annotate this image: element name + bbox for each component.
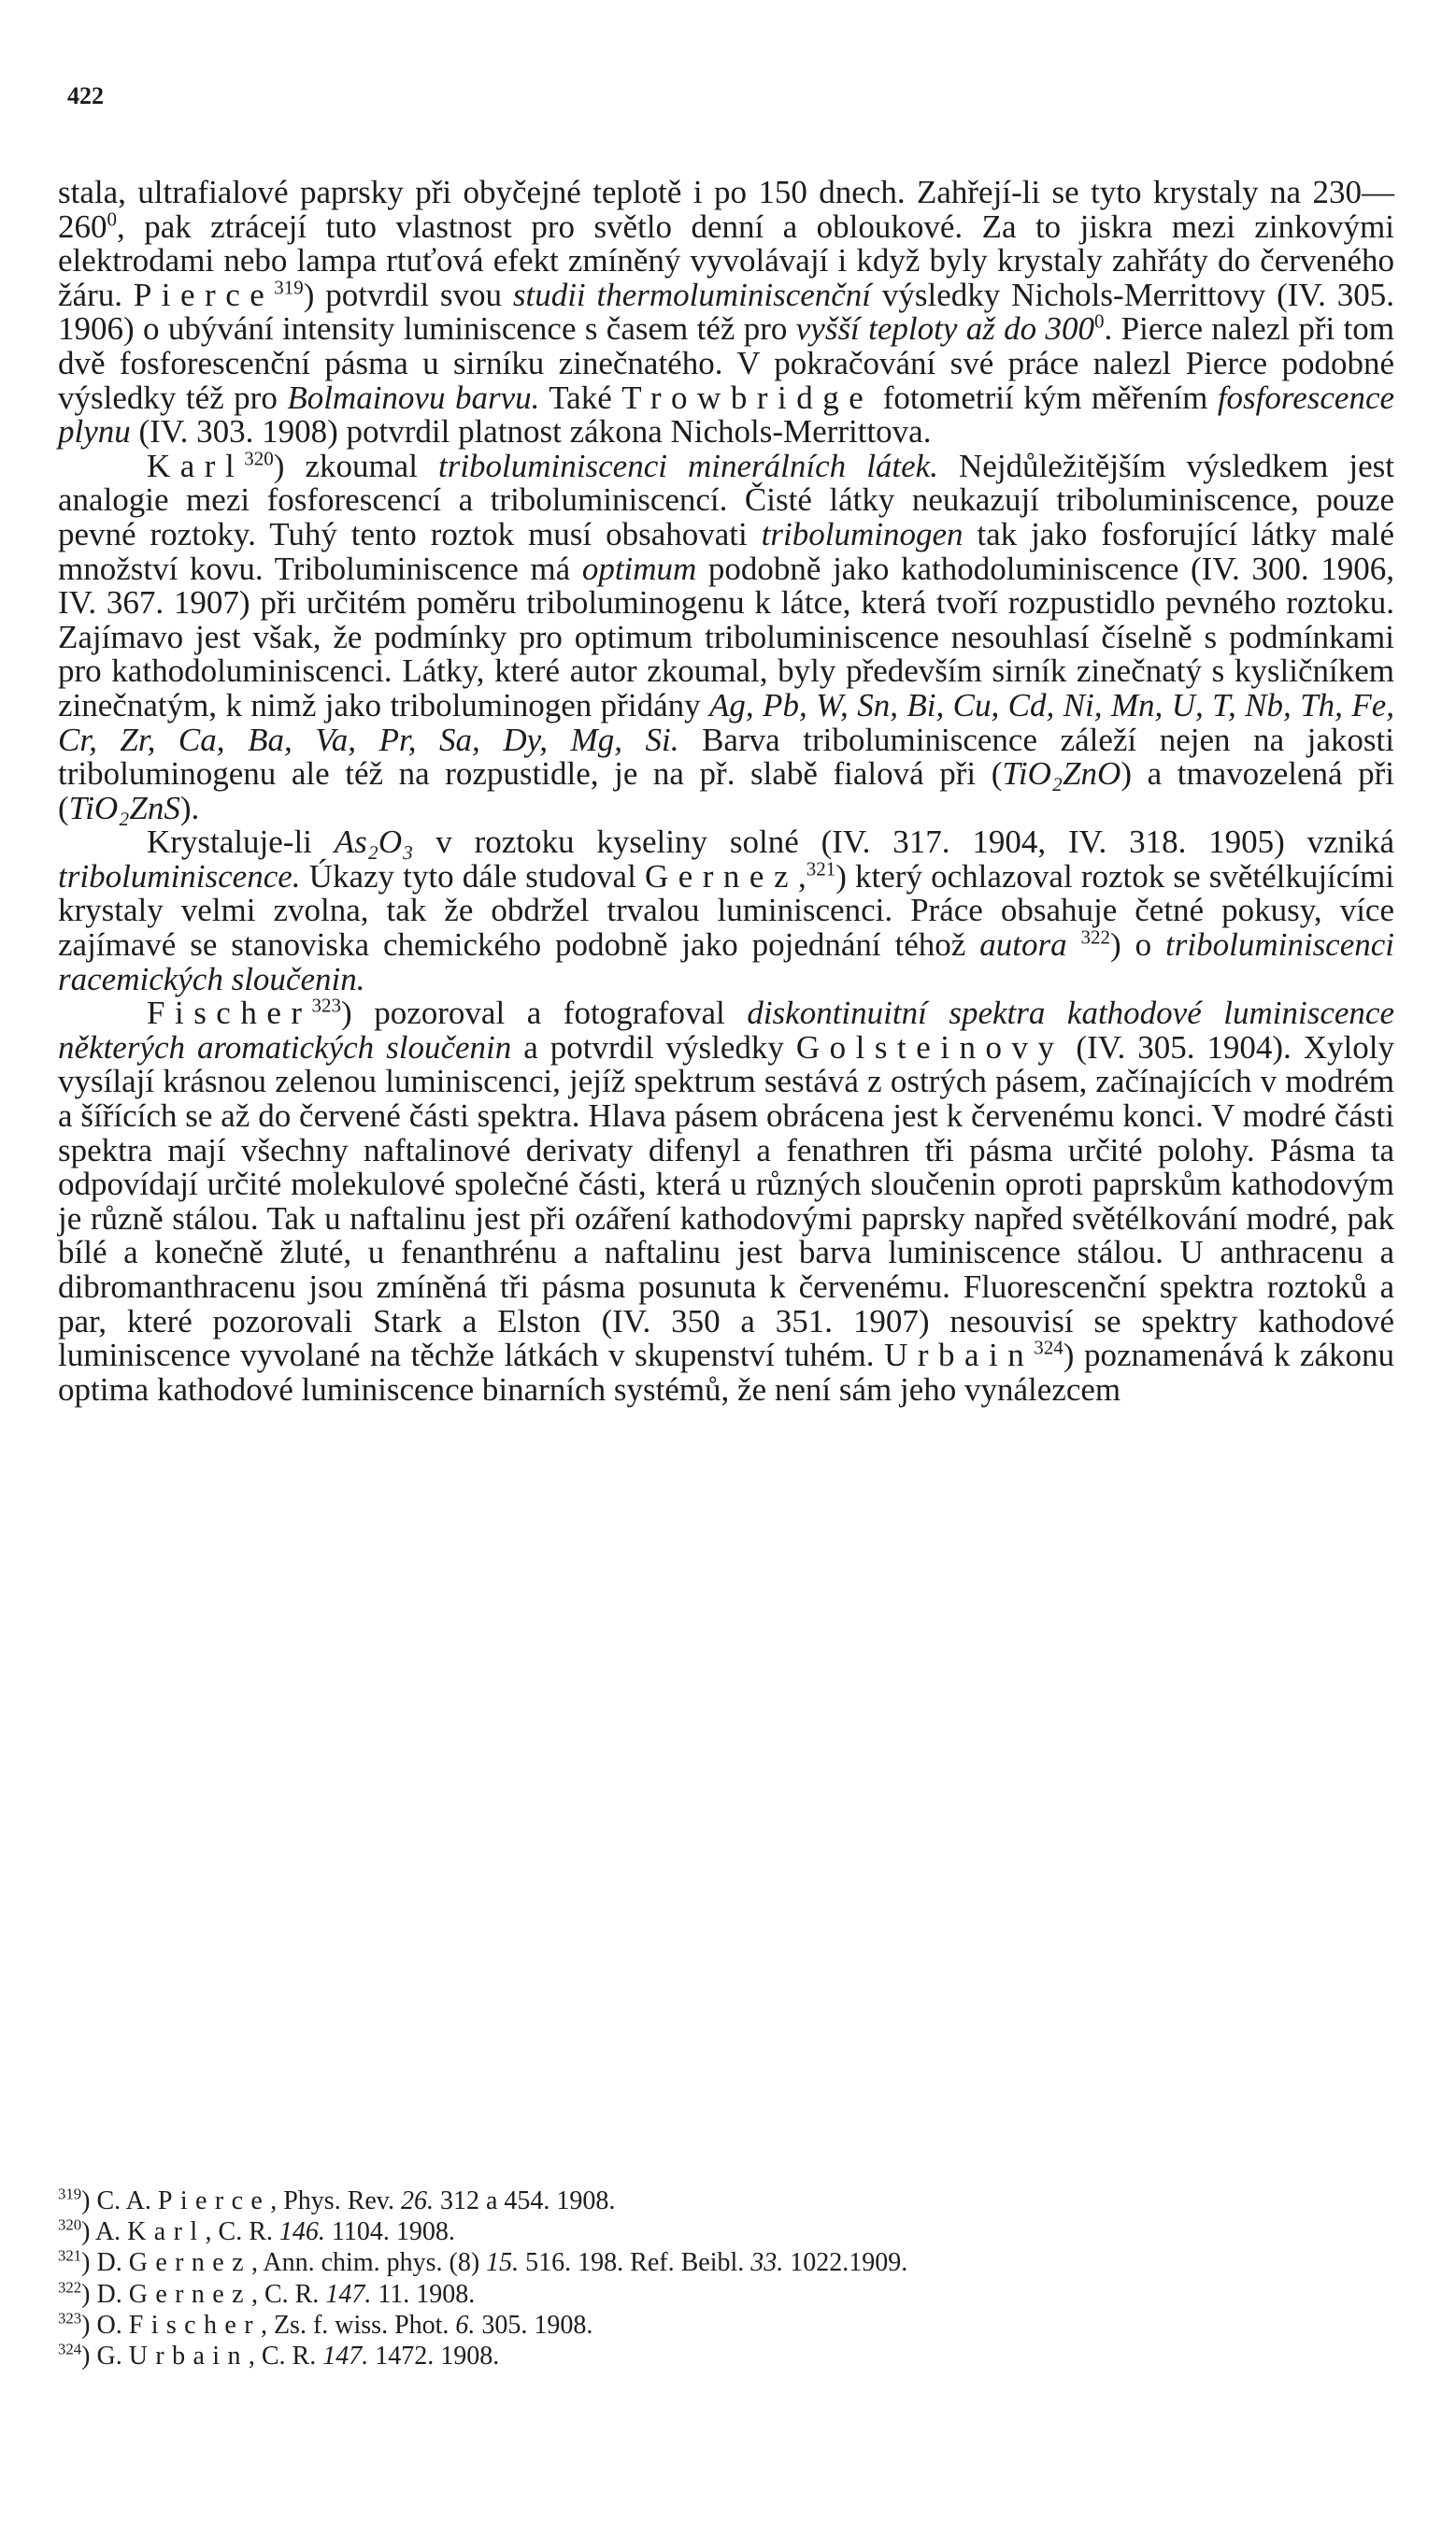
text-run: ). [179,789,200,826]
text-run: 1022.1909. [783,2248,908,2278]
text-run: 305. 1908. [475,2310,593,2340]
italic-text: autora [979,926,1067,964]
spaced-name: Karl [147,447,245,484]
paragraph [58,447,1394,826]
footnote-number: 319 [58,2185,82,2203]
italic-text: 6. [455,2310,476,2340]
text-run: ) potvrdil svou [303,276,513,313]
spaced-name: Urbain [884,1337,1035,1374]
text-run: 516. 198. Ref. Beibl. [519,2248,751,2278]
footnote [58,2310,1394,2341]
superscript: 320 [244,447,274,470]
text-run: a potvrdil výsledky [511,1028,796,1066]
text-run: ) O. [81,2310,129,2340]
italic-text: vyšší teploty až do 300 [795,310,1095,348]
spaced-name: Karl [127,2217,206,2247]
text-run: . Pierce nalezl při tom dvě fosforescenční pásma u sirníku zinečnatého. V pokračování své práce nalezl Pierce podobné výsledky též pro [58,310,1394,416]
footnote [58,2216,1394,2247]
text-run: , C. R. [248,2342,323,2372]
text-run: fotometrií kým měřením [873,379,1218,416]
text-run: Úkazy tyto dále studoval [300,857,645,895]
text-run: 11. 1908. [371,2279,476,2309]
text-run: podobně jako kathodoluminiscence (IV. 300. 1906, IV. 367. 1907) při určitém poměru triboluminogenu k látce, která tvoří rozpustidlo pevného roztoku. Zajímavo jest však, že podmínky pro optimum triboluminiscence nesouhlasí číselně s podmínkami pro kathodoluminiscenci. Látky, které autor zkoumal, byly především sirník zinečnatý s kysličníkem zinečnatým, k nimž jako triboluminogen přidány [58,550,1394,724]
text-run: , Ann. chim. phys. (8) [250,2248,487,2278]
footnote-number: 321 [58,2247,82,2266]
footnote-number: 320 [58,2215,82,2234]
text-run: ) o [1110,926,1166,964]
superscript: 323 [311,994,342,1017]
text-run: ) D. [81,2248,129,2278]
superscript: 0 [107,207,117,230]
spaced-name: Gernez [644,857,798,895]
italic-text: TiO₂ZnO [1002,755,1121,793]
text-run: ) G. [81,2342,129,2372]
paragraph [58,996,1394,1407]
text-run: (IV. 303. 1908) potvrdil platnost zákona Nichols-Merrittova. [130,413,932,451]
text-run: Nejdůležitějším výsledkem jest analogie mezi fosforescencí a triboluminiscencí. Čisté látky neukazují triboluminiscence, pouze pevné roztoky. Tuhý tento roztok musí obsahovati [58,447,1394,552]
text-run: , [798,857,807,895]
italic-text: 147. [322,2342,369,2372]
spaced-name: Urbain [128,2342,249,2372]
text-run: , pak ztrácejí tuto vlastnost pro světlo denní a obloukové. Za to jiskra mezi zinkovými elektrodami nebo lampa rtuťová efekt zmíněný vyvolávají i když byly krystaly zahřáty do červeného žáru. [58,208,1394,313]
italic-text: diskontinuitní spektra kathodové luminiscence některých aromatických sloučenin [58,995,1394,1066]
text-run: , C. R. [205,2217,279,2247]
spaced-name: Pierce [157,2186,271,2215]
italic-text: fosforescence plynu [58,379,1395,451]
italic-text: optimum [581,550,697,587]
footnote [58,2247,1394,2278]
italic-text: Bolmainovu barvu. [287,379,540,416]
text-run: ) A. [81,2217,128,2247]
italic-text: triboluminogen [761,515,964,552]
superscript: 324 [1034,1336,1063,1359]
spaced-name: Trowbridge [621,379,874,416]
footnote-number: 322 [58,2278,82,2297]
spaced-name: Fischer [147,995,312,1032]
text-run: ) a tmavozelená při ( [58,755,1394,826]
italic-text: Ag, Pb, W, Sn, Bi, Cu, Cd, Ni, Mn, U, T, Nb, Th, Fe, Cr, Zr, Ca, Ba, Va, Pr, Sa, Dy, Mg, Si. [58,686,1394,758]
spaced-name: Gernez [128,2279,251,2309]
text-run: , Zs. f. wiss. Phot. [260,2310,456,2340]
footnote [58,2341,1394,2372]
text-run: stala, ultrafialové paprsky při obyčejné teplotě i po 150 dnech. Zahřejí-li se tyto krystaly na 230—260 [58,174,1394,245]
text-run: (IV. 305. 1904). Xyloly vysílají krásnou zelenou luminiscenci, jejíž spektrum sestává z ostrých pásem, začínajících v modrém a šířících se až do červené části spektra. Hlava pásem obrácena jest k červenému konci. V modré části spektra mají všechny naftalinové derivaty difenyl a fenathren tři pásma určité polohy. Pásma ta odpovídají určité molekulové společné části, která u různých sloučenin oproti paprskům kathodovým je různě stálou. Tak u naftalinu jest při ozáření kathodovými paprsky napřed světélkování modré, pak bílé a konečně žluté, u fenanthrénu a naftalinu jest barva luminiscence stálou. U anthracenu a dibromanthracenu jsou zmíněná tři pásma posunuta k červenému. Fluorescenční spektra roztoků a par, které pozorovali Stark a Elston (IV. 350 a 351. 1907) nesouvisí se spektry kathodové luminiscence vyvolané na těchže látkách v skupenství tuhém. [58,1028,1394,1374]
text-run: , C. R. [250,2279,326,2309]
text-run: 1104. 1908. [324,2217,455,2247]
superscript: 0 [1094,309,1105,333]
footnote [58,2279,1394,2310]
italic-text: TiO₂ZnS [68,789,180,826]
italic-text: triboluminiscence. [58,857,301,895]
text-run: 1472. 1908. [368,2342,500,2372]
text-run: , Phys. Rev. [270,2186,401,2215]
footnote-number: 323 [58,2309,82,2328]
superscript: 319 [274,276,304,299]
body-text [58,176,1394,1407]
text-run: Krystaluje-li [147,824,335,861]
italic-text: 147. [325,2279,372,2309]
text-run: ) D. [81,2279,129,2309]
page-number: 422 [67,82,104,109]
italic-text: 26. [400,2186,434,2215]
italic-text: As₂O₃ [334,824,414,861]
text-run: ) poznamenává k zákonu optima kathodové luminiscence binarních systémů, že není sám jeho vynálezcem [58,1337,1395,1408]
italic-text: 146. [278,2217,325,2247]
text-run: ) zkoumal [273,447,438,484]
italic-text: 15. [486,2248,520,2278]
superscript: 322 [1080,925,1111,949]
paragraph [58,825,1394,996]
spaced-name: Fischer [128,2310,261,2340]
spaced-name: Pierce [133,276,275,313]
spaced-name: Gernez [128,2248,251,2278]
text-run: 312 a 454. 1908. [433,2186,616,2215]
superscript: 321 [806,857,836,881]
text-run: ) pozoroval a fotografoval [341,995,748,1032]
italic-text: triboluminiscenci racemických sloučenin. [58,926,1395,997]
italic-text: 33. [750,2248,784,2278]
italic-text: studii thermoluminiscenční [512,276,872,313]
text-run [1067,926,1081,963]
text-run: tak jako fosforující látky malé množství kovu. Triboluminiscence má [58,515,1394,587]
text-run: výsledky Nichols-Merrittovy (IV. 305. 1906) o ubývání intensity luminiscence s časem též pro [58,276,1394,348]
italic-text: triboluminiscenci minerálních látek. [437,447,938,484]
spaced-name: Golsteinovy [795,1028,1064,1066]
text-run: ) C. A. [81,2186,158,2215]
footnote [58,2185,1394,2216]
text-run: v roztoku kyseliny solné (IV. 317. 1904, IV. 318. 1905) vzniká [413,824,1394,861]
footnote-number: 324 [58,2340,82,2358]
footnotes [58,2185,1394,2372]
text-run: ) který ochlazoval roztok se světélkujícími krystaly velmi zvolna, tak že obdržel trvalou luminiscenci. Práce obsahuje četné pokusy, více zajímavé se stanoviska chemického podobně jako pojednání téhož [58,857,1394,964]
paragraph [58,176,1394,450]
text-run: Také [539,379,622,416]
text-run: Barva triboluminiscence záleží nejen na jakosti triboluminogenu ale též na rozpustidle, je na př. slabě fialová při ( [58,721,1394,793]
